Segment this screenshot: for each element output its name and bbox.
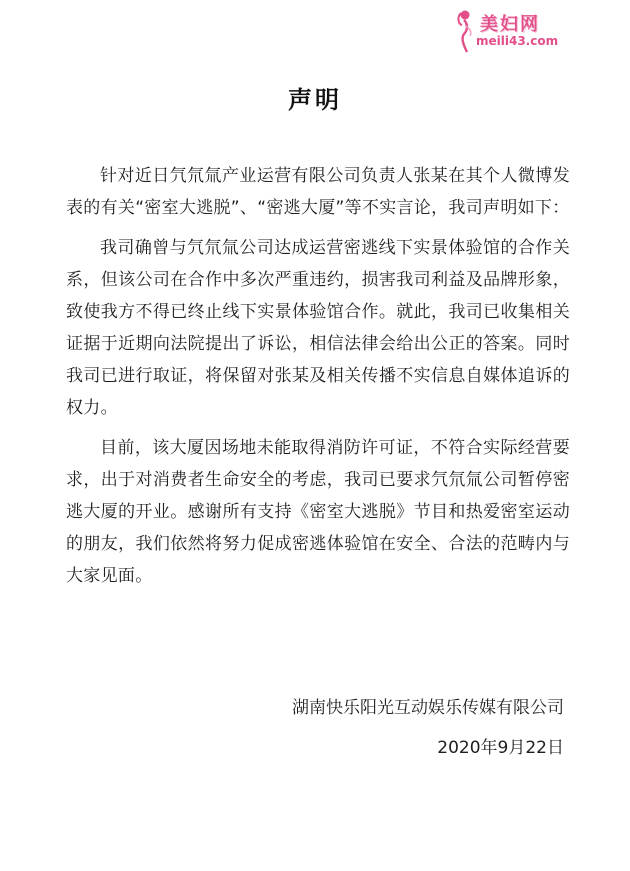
woman-silhouette-icon (450, 8, 478, 54)
paragraph-3: 目前，该大厦因场地未能取得消防许可证，不符合实际经营要求，出于对消费者生命安全的考虑，我司已要求氕氘氚公司暂停密逃大厦的开业。感谢所有支持《密室大逃脱》节目和热爱密室运动的朋友，我们依然将努力促成密逃体验馆在安全、合法的范畴内与大家见面。 (66, 438, 570, 586)
paragraph-2: 我司确曾与氕氘氚公司达成运营密逃线下实景体验馆的合作关系，但该公司在合作中多次严重违约，损害我司利益及品牌形象，致使我方不得已终止线下实景体验馆合作。就此，我司已收集相关证据于近期向法院提出了诉讼，相信法律会给出公正的答案。同时我司已进行取证，将保留对张某及相关传播不实信息自媒体追诉的权力。 (66, 238, 570, 418)
paragraph-1: 针对近日氕氘氚产业运营有限公司负责人张某在其个人微博发表的有关“密室大逃脱”、“密逃大厦”等不实言论，我司声明如下： (66, 166, 570, 218)
statement-body (66, 160, 570, 600)
signature-company: 湖南快乐阳光互动娱乐传媒有限公司 (292, 698, 564, 718)
document-title: 声明 (288, 86, 342, 114)
watermark-logo (450, 8, 586, 54)
signature-date: 2020年9月22日 (437, 738, 564, 758)
watermark-site-name: 美妇网 (480, 14, 540, 35)
signature-block (292, 688, 564, 768)
watermark-site-url: meili43.com (476, 34, 559, 48)
